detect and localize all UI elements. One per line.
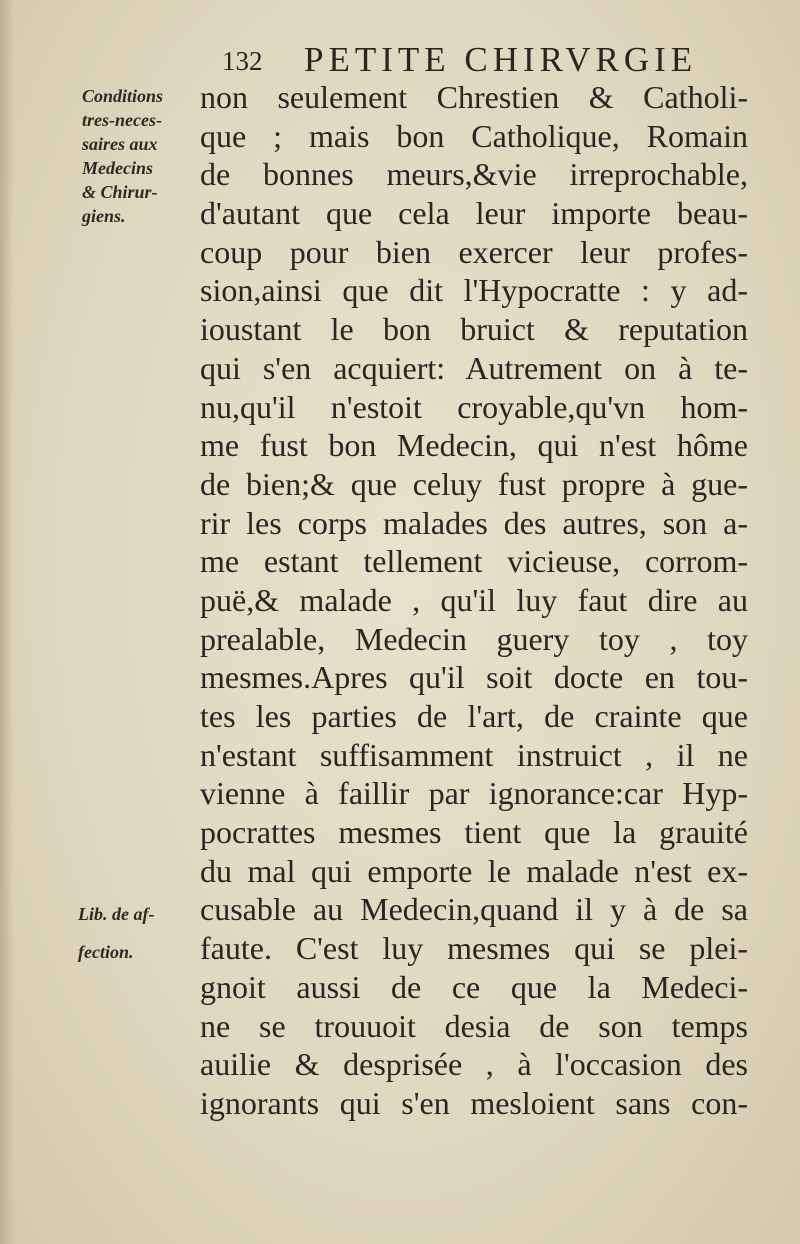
margin-note-line: & Chirur- bbox=[82, 182, 158, 202]
text-line: ne se trouuoit desia de son temps bbox=[200, 1007, 748, 1044]
text-line: de bonnes meurs,&vie irreprochable, bbox=[200, 156, 748, 193]
text-line: ignorants qui s'en mesloient sans con- bbox=[200, 1084, 748, 1121]
text-line: puë,& malade , qu'il luy faut dire au bbox=[200, 581, 748, 618]
text-line: cusable au Medecin,quand il y à de sa bbox=[200, 891, 748, 928]
text-line: rir les corps malades des autres, son a- bbox=[200, 504, 748, 541]
text-line: qui s'en acquiert: Autrement on à te- bbox=[200, 349, 748, 386]
text-line: de bien;& que celuy fust propre à gue- bbox=[200, 465, 748, 502]
text-line: faute. C'est luy mesmes qui se plei- bbox=[200, 930, 748, 967]
text-line: sion,ainsi que dit l'Hypocratte : y ad- bbox=[200, 272, 748, 309]
margin-note-line: giens. bbox=[82, 206, 126, 226]
margin-note-line: fection. bbox=[78, 942, 134, 962]
text-line: coup pour bien exercer leur profes- bbox=[200, 233, 748, 270]
text-line: pocrattes mesmes tient que la grauité bbox=[200, 814, 748, 851]
text-line: tes les parties de l'art, de crainte que bbox=[200, 698, 748, 734]
text-line: me fust bon Medecin, qui n'est hôme bbox=[200, 427, 748, 464]
text-line: auilie & desprisée , à l'occasion des bbox=[200, 1046, 748, 1083]
margin-note-line: Conditions bbox=[82, 86, 164, 106]
text-line: non seulement Chrestien & Catholi- bbox=[200, 79, 748, 115]
body-text bbox=[200, 78, 748, 1123]
text-line: ioustant le bon bruict & reputation bbox=[200, 311, 748, 348]
page-header bbox=[222, 40, 742, 80]
text-line: me estant tellement vicieuse, corrom- bbox=[200, 543, 748, 580]
text-line: mesmes.Apres qu'il soit docte en tou- bbox=[200, 659, 748, 696]
text-line: d'autant que cela leur importe beau- bbox=[200, 195, 748, 232]
text-line: n'estant suffisamment instruict , il ne bbox=[200, 736, 748, 773]
text-line: que ; mais bon Catholique, Romain bbox=[200, 117, 748, 154]
page-number: 132 bbox=[222, 46, 263, 76]
text-line: vienne à faillir par ignorance:car Hyp- bbox=[200, 775, 748, 812]
margin-note-conditions bbox=[82, 84, 214, 228]
margin-note-reference bbox=[78, 902, 210, 964]
margin-note-line: Lib. de af- bbox=[78, 904, 155, 924]
text-line: gnoit aussi de ce que la Medeci- bbox=[200, 968, 748, 1005]
text-line: du mal qui emporte le malade n'est ex- bbox=[200, 852, 748, 889]
margin-note-line: tres-neces- bbox=[82, 110, 162, 130]
margin-note-line: Medecins bbox=[82, 158, 153, 178]
running-head: PETITE CHIRVRGIE bbox=[304, 40, 698, 79]
margin-note-line: saires aux bbox=[82, 134, 158, 154]
text-line: prealable, Medecin guery toy , toy bbox=[200, 620, 748, 657]
text-line: nu,qu'il n'estoit croyable,qu'vn hom- bbox=[200, 388, 748, 425]
